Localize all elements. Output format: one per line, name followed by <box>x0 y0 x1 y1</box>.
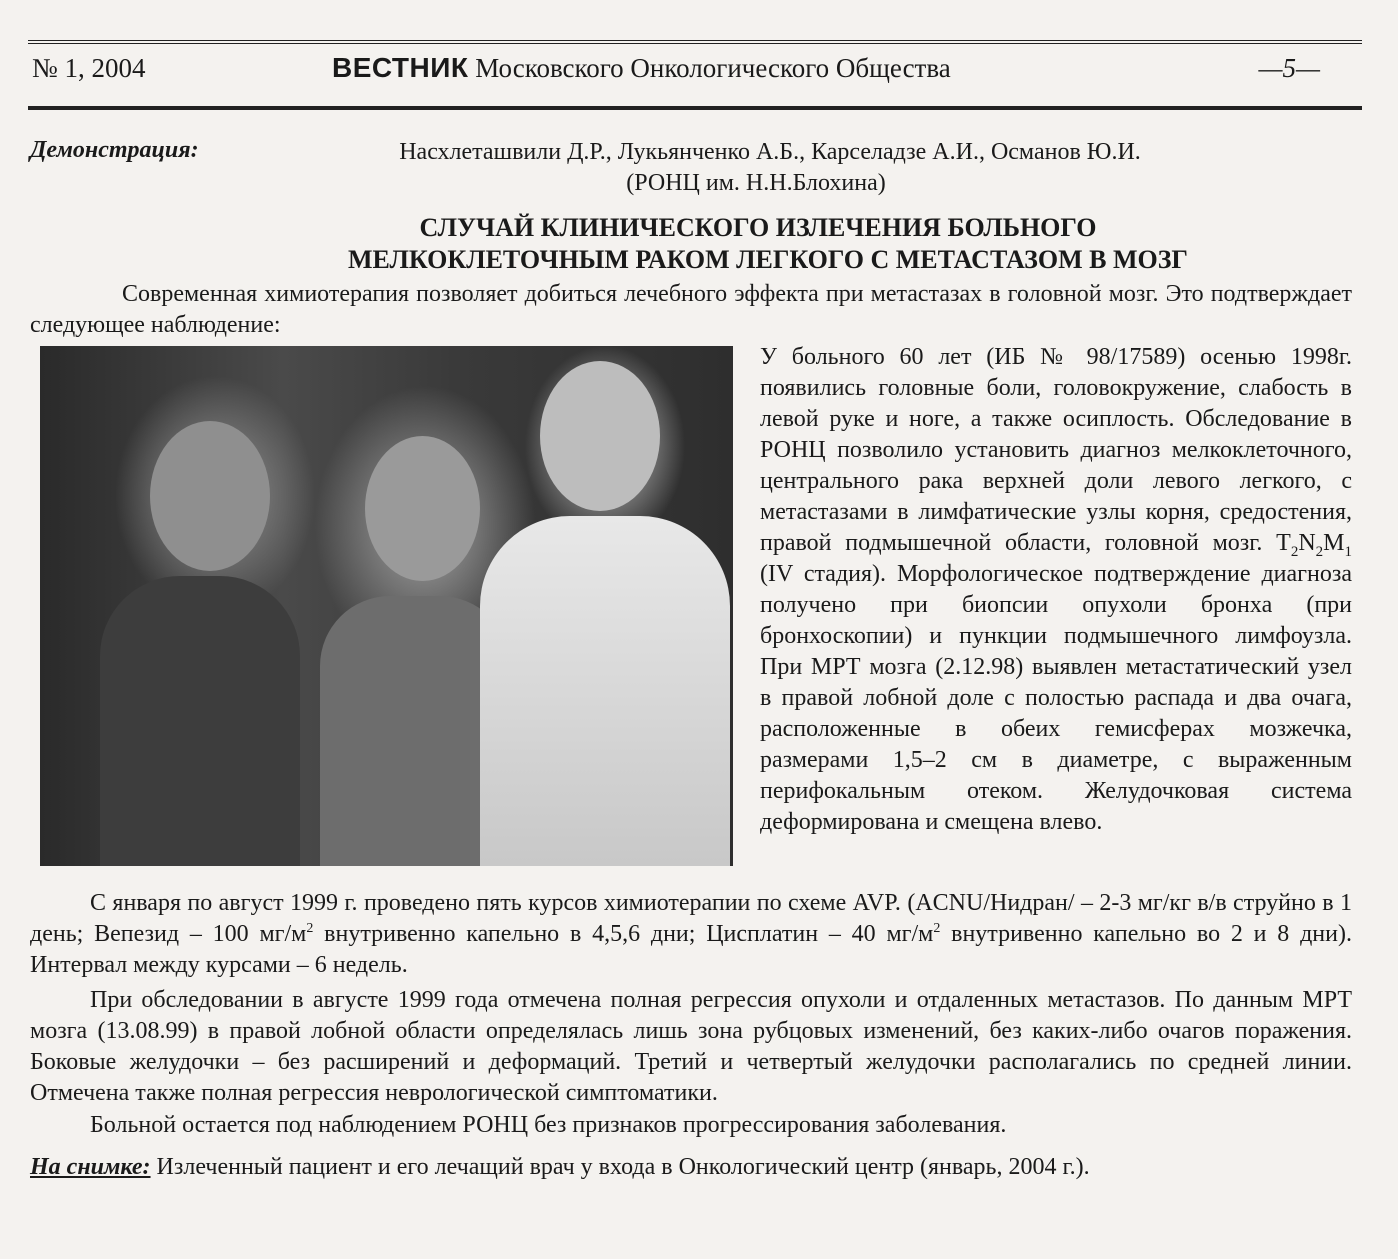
patient-doctor-photo <box>40 346 733 866</box>
photo-caption-label: На снимке: <box>30 1154 151 1180</box>
treatment-text-1: С января по август 1999 г. проведено пять курсов химиотерапии по схеме AVP. (ACNU/Нидран/ – 2-3 мг/кг в/в струйно в 1 день; Вепезид – 100 мг/м <box>30 890 1352 947</box>
journal-title-bold: ВЕСТНИК <box>332 52 469 83</box>
photo-head-right <box>540 361 660 511</box>
header-rule-top <box>28 40 1362 41</box>
treatment-text-3: внутривенно капельно во 2 и 8 дни). Интервал между курсами – 6 недель. <box>30 921 1352 978</box>
authors: Насхлеташвили Д.Р., Лукьянченко А.Б., Карселадзе А.И., Османов Ю.И. <box>399 139 1141 165</box>
treatment-paragraph <box>30 888 1352 981</box>
treatment-sup-1: 2 <box>306 921 314 936</box>
header-rule-bottom <box>28 106 1362 110</box>
staging-sub-m: 1 <box>1344 543 1352 560</box>
staging-sub-n: 2 <box>1315 543 1324 560</box>
affiliation: (РОНЦ им. Н.Н.Блохина) <box>626 170 886 196</box>
staging-sub-t: 2 <box>1290 543 1299 560</box>
intro-paragraph: Современная химиотерапия позволяет добиться лечебного эффекта при метастазах в головной мозг. Это подтверждает следующее наблюдение: <box>30 281 1352 338</box>
staging-m: M <box>1323 530 1345 556</box>
case-text-part-2: (IV стадия). Морфологическое подтверждение диагноза получено при биопсии опухоли бронха (при бронхоскопии) и пункции подмышечного лимфоузла. При МРТ мозга (2.12.98) выявлен метастатический узел в правой лобной доле с полостью распада и два очага, расположенные в обеих гемисферах мозжечка, размерами 1,5–2 см в диаметре, с выраженным перифокальным отеком. Желудочковая система деформирована и смещена влево. <box>760 561 1352 835</box>
case-description-paragraph <box>760 342 1352 838</box>
treatment-text-2: внутривенно капельно в 4,5,6 дни; Цисплатин – 40 мг/м <box>313 921 934 947</box>
photo-head-middle <box>365 436 480 581</box>
section-label: Демонстрация: <box>30 137 199 163</box>
staging-n: N <box>1298 530 1316 556</box>
treatment-sup-2: 2 <box>933 921 941 936</box>
followup-paragraph: При обследовании в августе 1999 года отмечена полная регрессия опухоли и отдаленных метастазов. По данным МРТ мозга (13.08.99) в правой лобной области определялась лишь зона рубцовых изменений, без каких-либо очагов поражения. Боковые желудочки – без расширений и деформаций. Третий и четвертый желудочки располагались по средней линии. Отмечена также полная регрессия неврологической симптоматики. <box>30 987 1352 1106</box>
photo-caption <box>30 1152 1090 1183</box>
article-title-line-1: СЛУЧАЙ КЛИНИЧЕСКОГО ИЗЛЕЧЕНИЯ БОЛЬНОГО <box>419 213 1097 242</box>
page-number: —5— <box>1258 53 1320 83</box>
photo-head-left <box>150 421 270 571</box>
journal-title <box>332 50 951 86</box>
status-paragraph: Больной остается под наблюдением РОНЦ без признаков прогрессирования заболевания. <box>90 1112 1007 1138</box>
journal-title-rest: Московского Онкологического Общества <box>475 53 951 83</box>
article-title-line-2: МЕЛКОКЛЕТОЧНЫМ РАКОМ ЛЕГКОГО С МЕТАСТАЗОМ В МОЗГ <box>348 245 1188 274</box>
case-text-part-1: У больного 60 лет (ИБ № 98/17589) осенью 1998г. появились головные боли, головокружение, слабость в левой руке и ноге, а также осиплость. Обследование в РОНЦ позволило установить диагноз мелкоклеточного, центрального рака верхней доли левого легкого, с метастазами в лимфатические узлы корня, средостения, правой подмышечной области, головной мозг. T <box>760 344 1352 556</box>
photo-figure-left <box>100 576 300 866</box>
header-rule-top-2 <box>28 43 1362 44</box>
photo-caption-text: Излеченный пациент и его лечащий врач у входа в Онкологический центр (январь, 2004 г.). <box>150 1154 1090 1180</box>
issue-number: № 1, 2004 <box>32 53 146 83</box>
photo-doctor-coat <box>480 516 730 866</box>
